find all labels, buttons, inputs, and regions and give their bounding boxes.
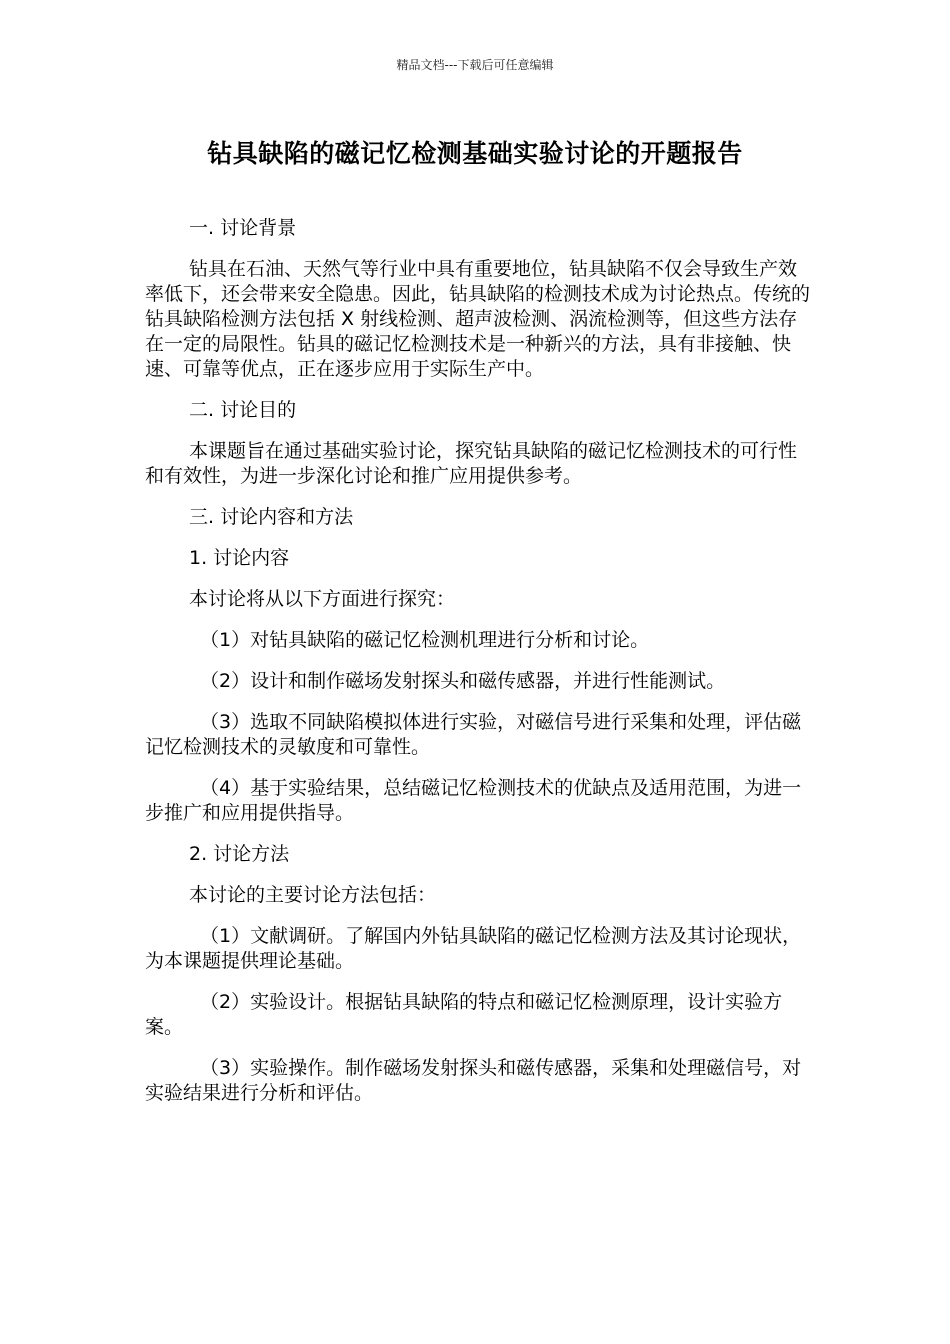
content-list-item: （3）选取不同缺陷模拟体进行实验，对磁信号进行采集和处理，评估磁记忆检测技术的灵敏度和可靠性。 xyxy=(145,711,802,758)
content-list-item: （2）设计和制作磁场发射探头和磁传感器，并进行性能测试。 xyxy=(200,670,726,692)
subheading-methods: 2. 讨论方法 xyxy=(189,843,290,865)
content-intro-paragraph: 本讨论将从以下方面进行探究： xyxy=(189,588,456,610)
methods-list-item: （1）文献调研。了解国内外钻具缺陷的磁记忆检测方法及其讨论现状，为本课题提供理论基础。 xyxy=(145,925,802,972)
methods-list-item: （3）实验操作。制作磁场发射探头和磁传感器，采集和处理磁信号，对实验结果进行分析和评估。 xyxy=(145,1057,802,1104)
methods-list-item: （2）实验设计。根据钻具缺陷的特点和磁记忆检测原理，设计实验方案。 xyxy=(145,991,783,1038)
methods-intro-paragraph: 本讨论的主要讨论方法包括： xyxy=(189,884,437,906)
subheading-content: 1. 讨论内容 xyxy=(189,547,290,569)
purpose-paragraph: 本课题旨在通过基础实验讨论，探究钻具缺陷的磁记忆检测技术的可行性和有效性，为进一步深化讨论和推广应用提供参考。 xyxy=(145,440,798,487)
content-list-item: （1）对钻具缺陷的磁记忆检测机理进行分析和讨论。 xyxy=(200,629,650,651)
section-heading-purpose: 二. 讨论目的 xyxy=(189,399,297,421)
header-note: 精品文档---下载后可任意编辑 xyxy=(396,58,554,72)
background-paragraph: 钻具在石油、天然气等行业中具有重要地位，钻具缺陷不仅会导致生产效率低下，还会带来安全隐患。因此，钻具缺陷的检测技术成为讨论热点。传统的钻具缺陷检测方法包括 X 射线检测、超声波检测、涡流检测等，但这些方法存在一定的局限性。钻具的磁记忆检测技术是一种新兴的方法，具有非接触、快速、可靠等优点，正在逐步应用于实际生产中。 xyxy=(145,258,811,380)
section-heading-content-methods: 三. 讨论内容和方法 xyxy=(189,506,354,528)
content-list-item: （4）基于实验结果，总结磁记忆检测技术的优缺点及适用范围，为进一步推广和应用提供指导。 xyxy=(145,777,802,824)
document-body xyxy=(145,216,810,1122)
section-heading-background: 一. 讨论背景 xyxy=(189,217,297,239)
document-title: 钻具缺陷的磁记忆检测基础实验讨论的开题报告 xyxy=(207,139,743,168)
